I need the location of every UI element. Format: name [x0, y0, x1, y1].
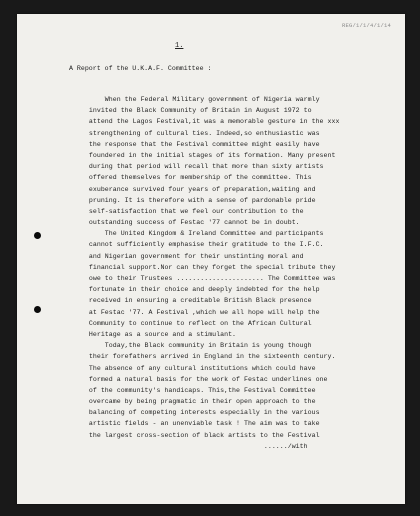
text-line: during that period will recall that more than sixty artists — [69, 163, 324, 171]
text-line: formed a natural basis for the work of Festac underlines one — [69, 375, 328, 383]
text-line: artistic fields - an unenviable task ! The aim was to take — [69, 420, 320, 428]
text-line: pruning. It is therefore with a sense of pardonable pride — [69, 196, 316, 204]
text-line: the largest cross-section of black artists to the Festival — [69, 431, 320, 439]
text-line: The United Kingdom & Ireland Committee and participants — [69, 230, 324, 238]
text-line: outstanding success of Festac '77 cannot be in doubt. — [69, 219, 300, 227]
text-line: owe to their Trustees ...................... The Committee was — [69, 275, 336, 282]
text-line: When the Federal Military government of Nigeria warmly — [69, 96, 320, 103]
archive-reference: REG/1/1/4/1/14 — [341, 22, 391, 29]
text-line: the response that the Festival committee might easily have — [69, 140, 320, 148]
text-line: attend the Lagos Festival,it was a memorable gesture in the xxx — [69, 118, 340, 126]
punch-hole — [34, 306, 41, 313]
text-line: and Nigerian government for their unstinting moral and — [69, 252, 304, 260]
text-line: at Festac '77. A Festival ,which we all hope will help the — [69, 308, 320, 316]
text-line: self-satisfaction that we feel our contribution to the — [69, 207, 304, 215]
text-line: fortunate in their choice and deeply indebted for the help — [69, 286, 320, 294]
page-number: 1. — [175, 42, 184, 50]
text-line: offered themselves for membership of the committee. This — [69, 174, 312, 182]
text-line: invited the Black Community of Britain in August 1972 to — [69, 107, 312, 115]
text-line: overcame by being pragmatic in their open approach to the — [69, 398, 316, 406]
typed-body-text — [69, 94, 339, 452]
text-line: foundered in the initial stages of its formation. Many present — [69, 151, 336, 159]
text-line: The absence of any cultural institutions which could have — [69, 364, 316, 372]
text-line: received in ensuring a creditable British Black presence — [69, 297, 312, 305]
text-line: of the community's handicaps. This,the Festival Committee — [69, 386, 316, 394]
text-line: balancing of competing interests especially in the various — [69, 409, 320, 417]
text-line: Heritage as a source and a stimulant. — [69, 330, 237, 338]
text-line: ....../with — [69, 442, 308, 450]
text-line: their forefathers arrived in England in the sixteenth century. — [69, 353, 336, 361]
document-page — [17, 14, 405, 504]
text-line: cannot sufficiently emphasise their gratitude to the I.F.C. — [69, 241, 324, 249]
text-line: exuberance survived four years of preparation,waiting and — [69, 185, 316, 193]
punch-hole — [34, 232, 41, 239]
report-heading: A Report of the U.K.A.F. Committee : — [69, 65, 212, 72]
text-line: Community to continue to reflect on the African Cultural — [69, 319, 312, 327]
text-line: strengthening of cultural ties. Indeed,so enthusiastic was — [69, 129, 320, 137]
text-line: financial support.Nor can they forget the special tribute they — [69, 263, 336, 271]
text-line: Today,the Black community in Britain is young though — [69, 342, 312, 350]
